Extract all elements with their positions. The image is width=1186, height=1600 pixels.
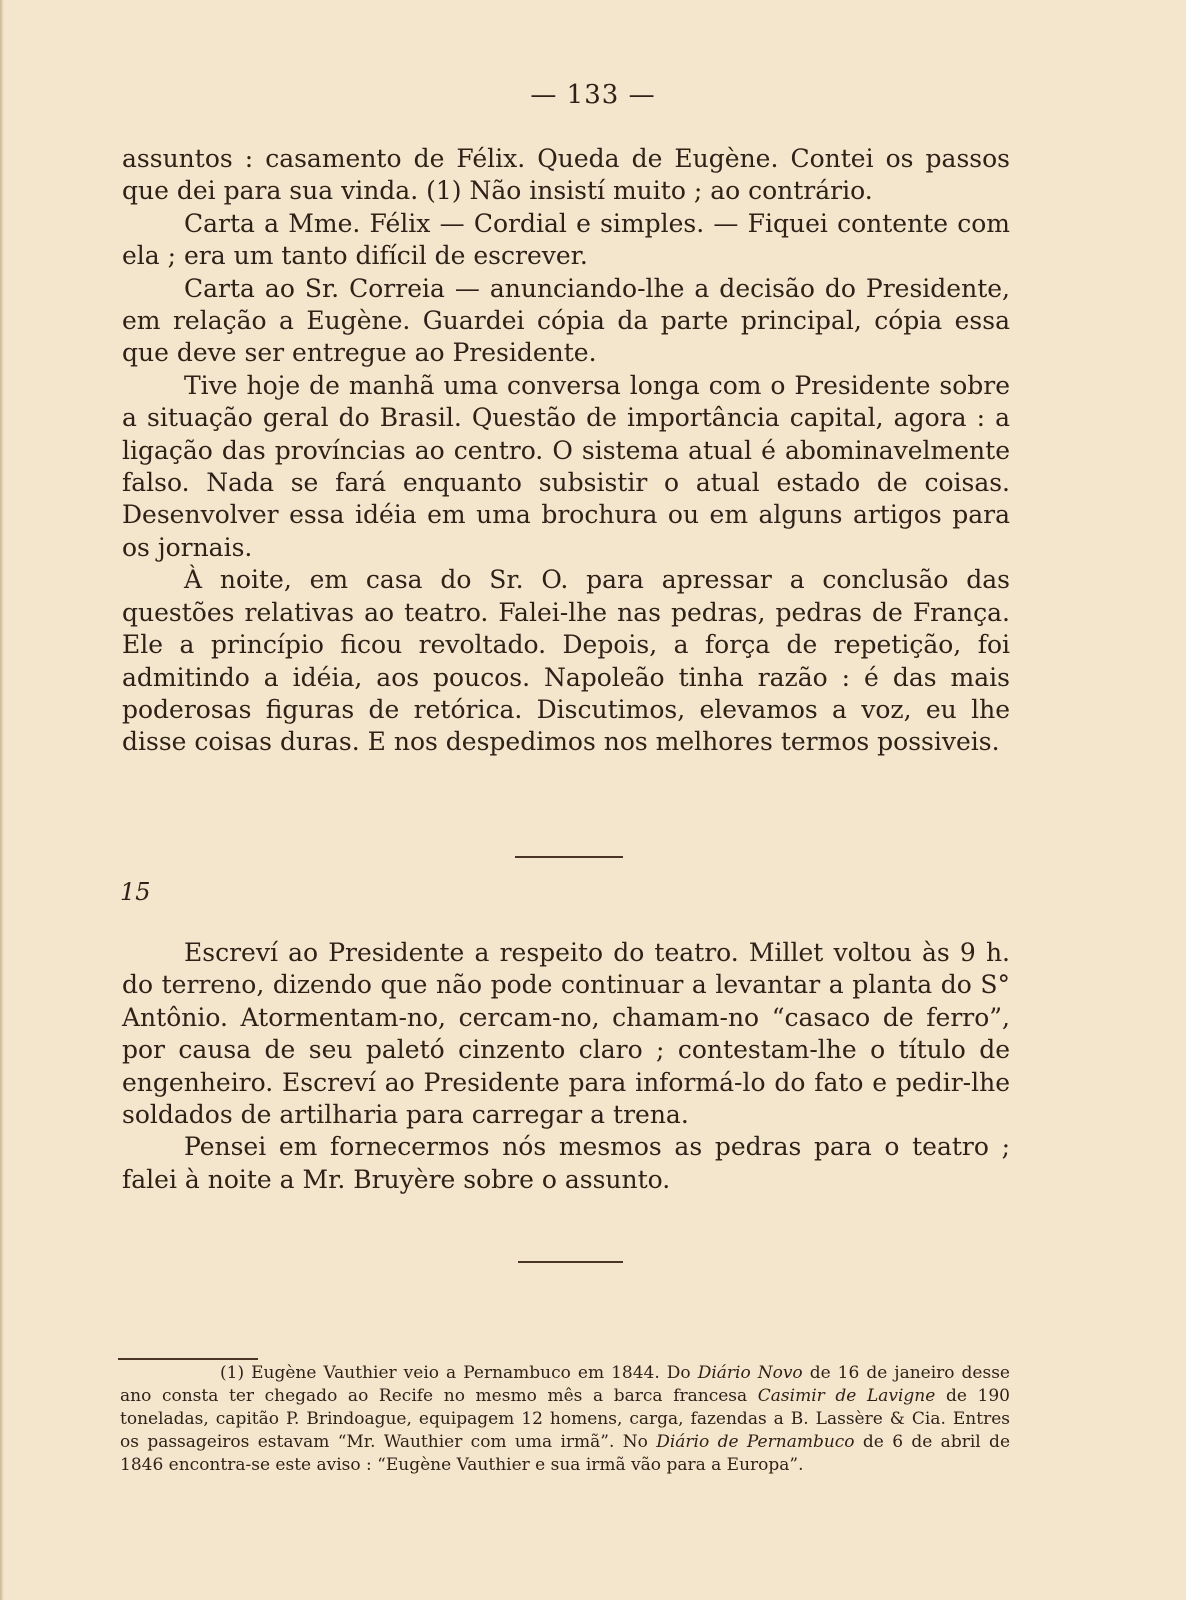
footnote-segment: de 16 de janeiro desse ano consta ter chegado ao Recife no mesmo mês a barca francesa: [120, 1363, 1010, 1406]
paragraph: Pensei em fornecermos nós mesmos as pedras para o teatro ; falei à noite a Mr. Bruyère sobre o assunto.: [122, 1132, 1010, 1194]
footnote: [120, 1362, 1010, 1477]
page-number: — 133 —: [530, 80, 656, 110]
paragraph: Carta a Mme. Félix — Cordial e simples. — Fiquei contente com ela ; era um tanto difícil de escrever.: [122, 208, 1010, 271]
footnote-segment: de 190 toneladas, capitão P. Brindoague, equipagem 12 homens, carga, fazendas a B. Lassère & Cia. Entres os passageiros estavam “Mr. Wauthier com uma irmã”. No: [120, 1386, 1010, 1452]
paragraph: assuntos : casamento de Félix. Queda de Eugène. Contei os passos que dei para sua vinda. (1) Não insistí muito ; ao contrário.: [122, 144, 1010, 206]
paragraph: Carta ao Sr. Correia — anunciando-lhe a decisão do Presidente, em relação a Eugène. Guardei cópia da parte principal, cópia essa que deve ser entregue ao Presidente.: [122, 273, 1010, 368]
footnote-segment: (1) Eugène Vauthier veio a Pernambuco em 1844. Do: [220, 1363, 698, 1383]
paragraph: Tive hoje de manhã uma conversa longa com o Presidente sobre a situação geral do Brasil. Questão de importância capital, agora : a ligação das províncias ao centro. O sistema atual é abominavelmente falso. Nada se fará enquanto subsistir o atual estado de coisas. Desenvolver essa idéia em uma brochura ou em alguns artigos para os jornais.: [122, 370, 1010, 562]
section-divider: [515, 856, 623, 858]
footnote-segment: de 6 de abril de 1846 encontra-se este aviso : “Eugène Vauthier e sua irmã vão para a Europa”.: [120, 1432, 1011, 1475]
paragraph: À noite, em casa do Sr. O. para apressar a conclusão das questões relativas ao teatro. Falei-lhe nas pedras, pedras de França. Ele a princípio ficou revoltado. Depois, a força de repetição, foi admitindo a idéia, aos poucos. Napoleão tinha razão : é das mais poderosas figuras de retórica. Discutimos, elevamos a voz, eu lhe disse coisas duras. E nos despedimos nos melhores termos possiveis.: [122, 565, 1010, 757]
entry-number: 15: [120, 878, 151, 906]
main-text-block: [122, 143, 1010, 759]
section-divider: [518, 1261, 623, 1263]
footnote-italic-title: Casimir de Lavigne: [757, 1386, 936, 1406]
footnote-italic-title: Diário de Pernambuco: [656, 1432, 855, 1452]
paragraph: Escreví ao Presidente a respeito do teatro. Millet voltou às 9 h. do terreno, dizendo que não pode continuar a levantar a planta do S° Antônio. Atormentam-no, cercam-no, chamam-no “casaco de ferro”, por causa de seu paletó cinzento claro ; contestam-lhe o título de engenheiro. Escreví ao Presidente para informá-lo do fato e pedir-lhe soldados de artilharia para carregar a trena.: [122, 938, 1010, 1130]
entry-text-block: [122, 937, 1010, 1196]
footnote-text: [120, 1362, 1010, 1477]
footnote-italic-title: Diário Novo: [697, 1363, 803, 1383]
page-edge: [0, 0, 4, 1600]
footnote-rule: [118, 1358, 258, 1360]
